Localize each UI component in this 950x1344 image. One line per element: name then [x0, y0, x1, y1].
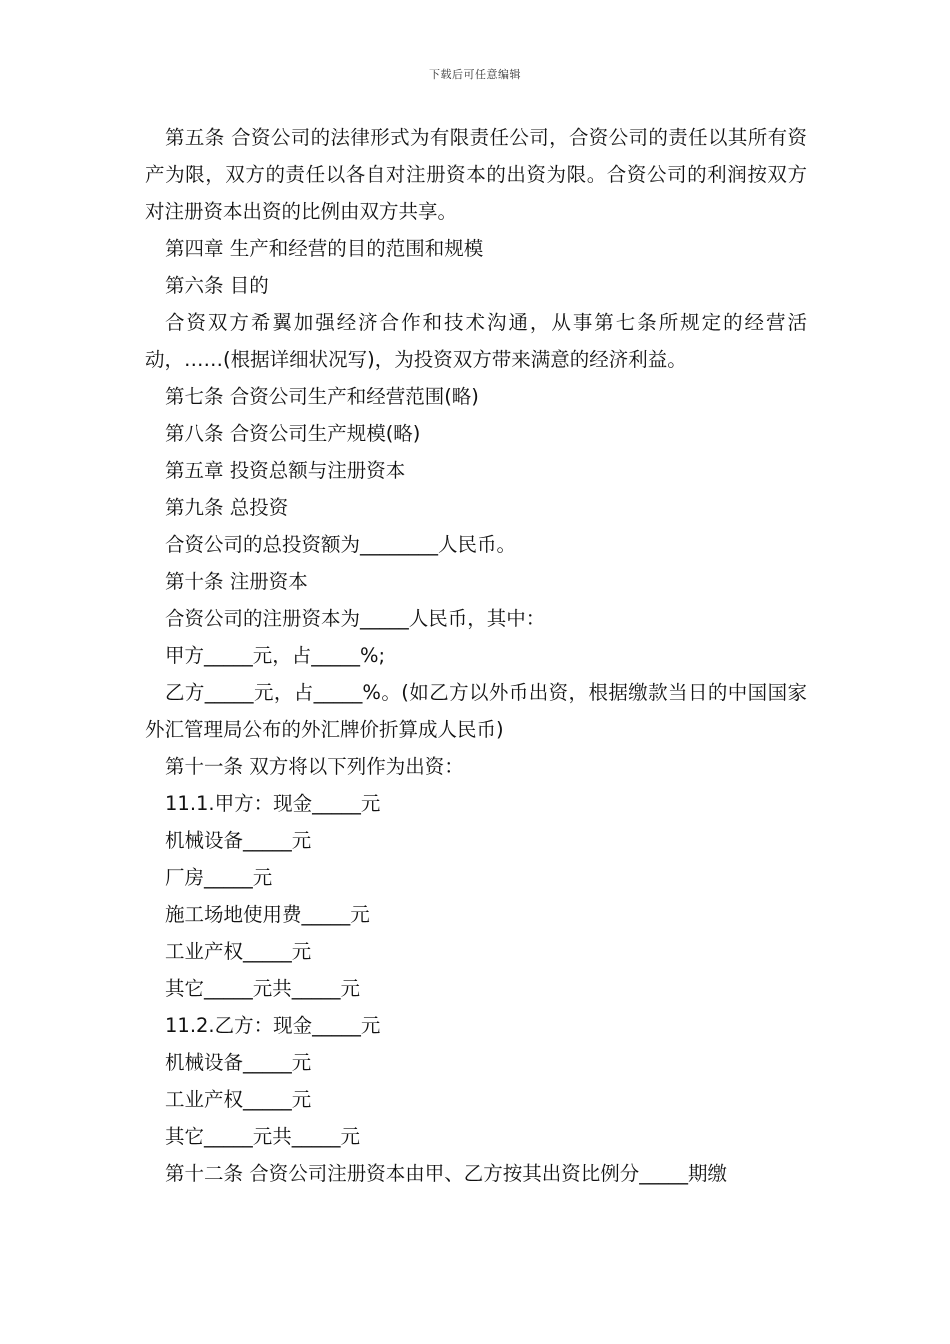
article-heading: 第十条 注册资本 — [165, 570, 308, 593]
article-heading: 第十一条 双方将以下列作为出资： — [165, 755, 464, 778]
document-body — [145, 119, 807, 1192]
paragraph: 甲方_____元，占_____%; — [165, 644, 386, 667]
paragraph: 第五条 合资公司的法律形式为有限责任公司，合资公司的责任以其所有资产为限，双方的责任以各自对注册资本的出资为限。合资公司的利润按双方对注册资本出资的比例由双方共享。 — [145, 126, 807, 223]
list-item: 11.1.甲方：现金_____元 — [165, 792, 381, 815]
paragraph: 合资公司的总投资额为________人民币。 — [165, 533, 517, 556]
list-item: 机械设备_____元 — [165, 1051, 312, 1074]
article-heading: 第八条 合资公司生产规模(略) — [165, 422, 421, 445]
list-item: 其它_____元共_____元 — [165, 977, 361, 1000]
article-heading: 第六条 目的 — [165, 274, 269, 297]
list-item: 工业产权_____元 — [165, 1088, 312, 1111]
list-item: 施工场地使用费_____元 — [165, 903, 370, 926]
article-heading: 第十二条 合资公司注册资本由甲、乙方按其出资比例分_____期缴 — [165, 1162, 727, 1185]
paragraph: 乙方_____元，占_____%。(如乙方以外币出资，根据缴款当日的中国国家外汇管理局公布的外汇牌价折算成人民币) — [145, 681, 807, 741]
page-header-note: 下载后可任意编辑 — [429, 68, 521, 81]
list-item: 其它_____元共_____元 — [165, 1125, 361, 1148]
list-item: 11.2.乙方：现金_____元 — [165, 1014, 381, 1037]
article-heading: 第九条 总投资 — [165, 496, 289, 519]
list-item: 工业产权_____元 — [165, 940, 312, 963]
chapter-heading: 第四章 生产和经营的目的范围和规模 — [165, 237, 484, 260]
article-heading: 第七条 合资公司生产和经营范围(略) — [165, 385, 479, 408]
paragraph: 合资双方希翼加强经济合作和技术沟通，从事第七条所规定的经营活动，……(根据详细状况写)，为投资双方带来满意的经济利益。 — [145, 311, 807, 371]
list-item: 机械设备_____元 — [165, 829, 312, 852]
paragraph: 合资公司的注册资本为_____人民币，其中： — [165, 607, 546, 630]
chapter-heading: 第五章 投资总额与注册资本 — [165, 459, 406, 482]
list-item: 厂房_____元 — [165, 866, 273, 889]
